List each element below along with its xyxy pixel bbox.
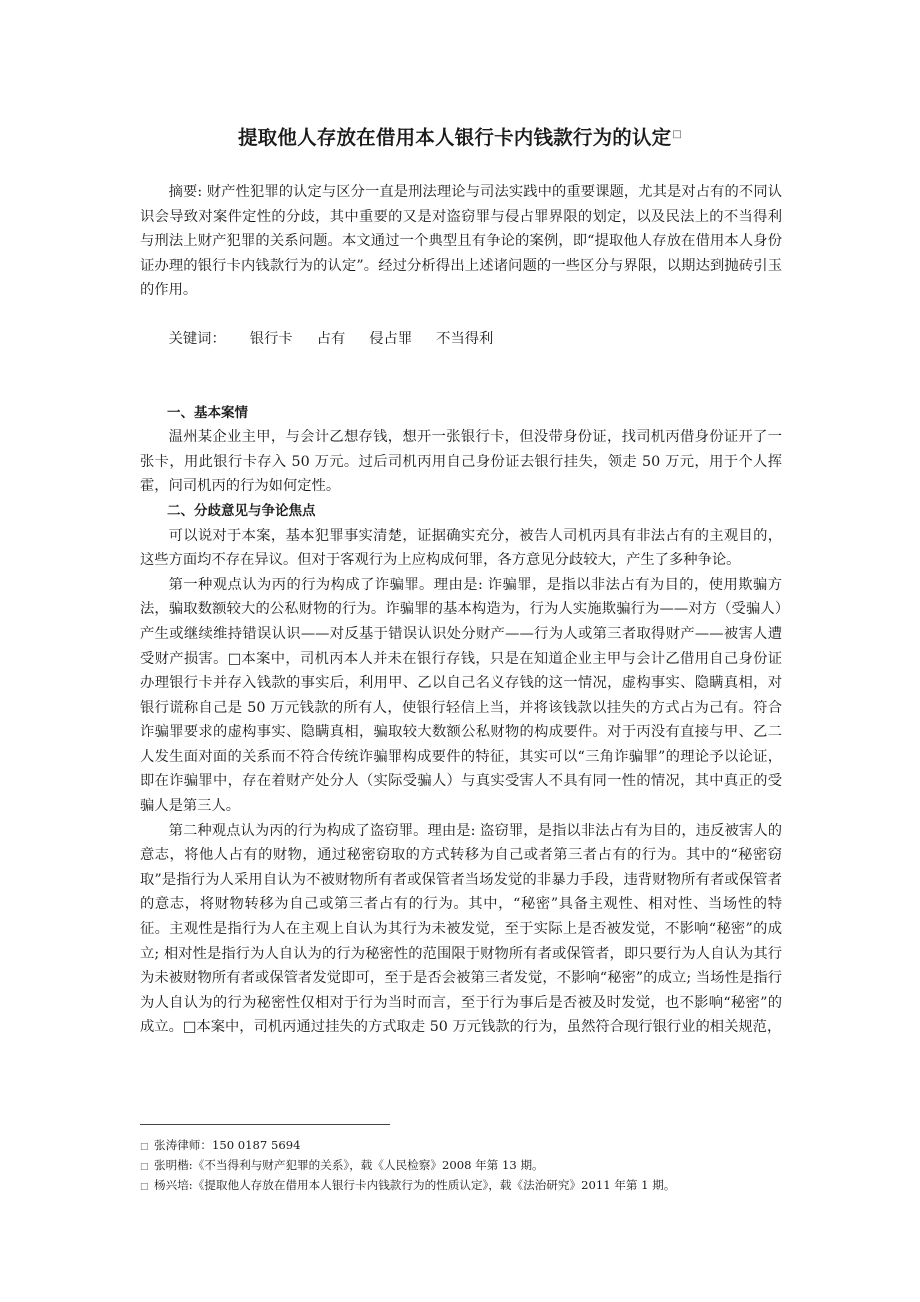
section-heading-disputes: 二、分歧意见与争论焦点 [167, 502, 316, 519]
paragraph-theft-view: 第二种观点认为丙的行为构成了盗窃罪。理由是: 盗窃罪，是指以非法占有为目的，违反被害人的意志，将他人占有的财物，通过秘密窃取的方式转移为自己或者第三者占有的行为。其中的“秘密窃取”是指行为人采用自认为不被财物所有者或保管者当场发觉的非暴力手段，违背财物所有者或保管者的意志，将财物转移为自己或第三者占有的行为。其中，“秘密”具备主观性、相对性、当场性的特征。主观性是指行为人在主观上自认为其行为未被发觉，至于实际上是否被发觉，不影响“秘密”的成立; 相对性是指行为人自认为的行为秘密性的范围限于财物所有者或保管者，即只要行为人自认为其行为未被财物所有者或保管者发觉即可，至于是否会被第三者发觉，不影响“秘密”的成立; 当场性是指行为人自认为的行为秘密性仅相对于行为当时而言，至于行为事后是否被及时发觉，也不影响“秘密”的成立。□本案中，司机丙通过挂失的方式取走 50 万元钱款的行为，虽然符合现行银行业的相关规范， [140, 822, 782, 1036]
footnote-divider [140, 1124, 390, 1125]
footnote-text: 杨兴培:《提取他人存放在借用本人银行卡内钱款行为的性质认定》，载《法治研究》2011 年第 1 期。 [154, 1178, 676, 1192]
footnote-text: 张明楷:《不当得利与财产犯罪的关系》，载《人民检察》2008 年第 13 期。 [154, 1158, 544, 1172]
footnote-marker: □ [140, 1142, 149, 1152]
keywords-label: 关键词： [168, 330, 226, 347]
keyword-item: 不当得利 [436, 330, 494, 347]
page-title [0, 122, 920, 150]
footnote-item [140, 1156, 782, 1176]
footnote-ref-marker: □ [672, 128, 683, 140]
title-text: 提取他人存放在借用本人银行卡内钱款行为的认定 [237, 126, 672, 149]
document-body [140, 180, 782, 1040]
footnote-marker: □ [140, 1162, 149, 1172]
spacer [140, 352, 782, 401]
footnote-item [140, 1176, 782, 1196]
paragraph-case-facts: 温州某企业主甲，与会计乙想存钱，想开一张银行卡，但没带身份证，找司机丙借身份证开了一张卡，用此银行卡存入 50 万元。过后司机丙用自己身份证去银行挂失，领走 50 万元，用于个人挥霍，问司机丙的行为如何定性。 [140, 429, 782, 495]
footnote-marker: □ [140, 1182, 149, 1192]
paragraph-disputes-intro: 可以说对于本案，基本犯罪事实清楚，证据确实充分，被告人司机丙具有非法占有的主观目的，这些方面均不存在异议。但对于客观行为上应构成何罪，各方意见分歧较大，产生了多种争论。 [140, 527, 782, 569]
paragraph-fraud-view: 第一种观点认为丙的行为构成了诈骗罪。理由是: 诈骗罪，是指以非法占有为目的，使用欺骗方法，骗取数额较大的公私财物的行为。诈骗罪的基本构造为，行为人实施欺骗行为——对方（受骗人）产生或继续维持错误认识——对反基于错误认识处分财产——行为人或第三者取得财产——被害人遭受财产损害。□本案中，司机丙本人并未在银行存钱，只是在知道企业主甲与会计乙借用自己身份证办理银行卡并存入钱款的事实后，利用甲、乙以自己名义存钱的这一情况，虚构事实、隐瞒真相，对银行谎称自己是 50 万元钱款的所有人，使银行轻信上当，并将该钱款以挂失的方式占为己有。符合诈骗罪要求的虚构事实、隐瞒真相，骗取较大数额公私财物的构成要件。对于丙没有直接与甲、乙二人发生面对面的关系而不符合传统诈骗罪构成要件的特征，其实可以“三角诈骗罪”的理论予以论证，即在诈骗罪中，存在着财产处分人（实际受骗人）与真实受害人不具有同一性的情况，其中真正的受骗人是第三人。 [140, 576, 782, 815]
keyword-item: 侵占罪 [369, 330, 413, 347]
footnote-item [140, 1136, 782, 1156]
keywords-line [140, 327, 782, 352]
keyword-item: 占有 [316, 330, 346, 347]
footnotes [140, 1136, 782, 1196]
keyword-item: 银行卡 [249, 330, 293, 347]
footnote-text: 张涛律师：150 0187 5694 [154, 1138, 301, 1152]
spacer [140, 303, 782, 327]
section-heading-case: 一、基本案情 [167, 404, 248, 421]
abstract-paragraph: 摘要: 财产性犯罪的认定与区分一直是刑法理论与司法实践中的重要课题，尤其是对占有的不同认识会导致对案件定性的分歧，其中重要的又是对盗窃罪与侵占罪界限的划定，以及民法上的不当得利与刑法上财产犯罪的关系问题。本文通过一个典型且有争论的案例，即“提取他人存放在借用本人身份证办理的银行卡内钱款行为的认定”。经过分析得出上述诸问题的一些区分与界限，以期达到抛砖引玉的作用。 [140, 184, 782, 299]
